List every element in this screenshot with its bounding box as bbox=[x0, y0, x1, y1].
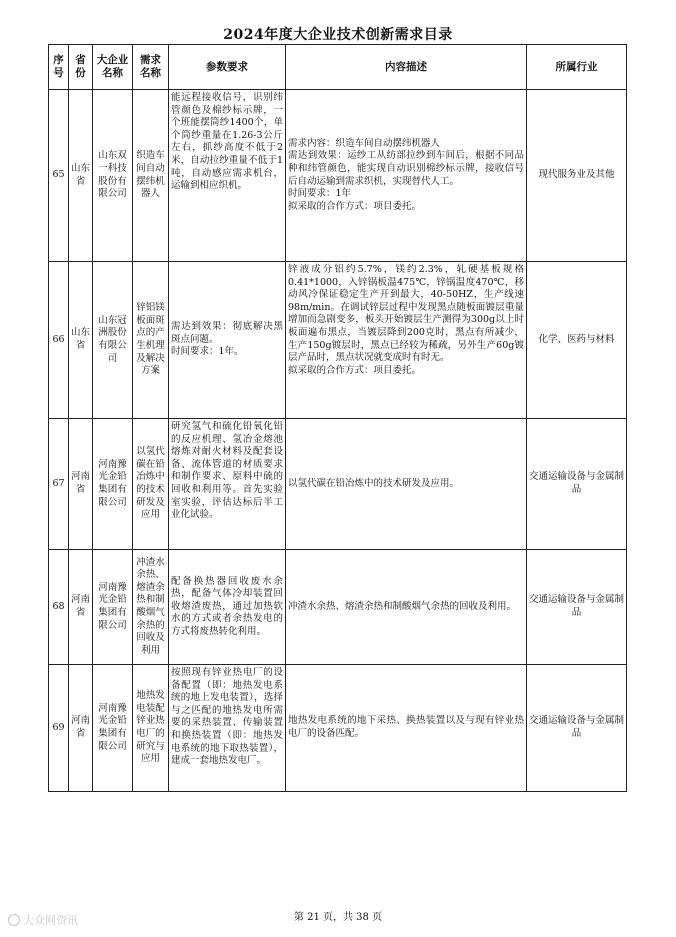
row-desc bbox=[286, 550, 527, 665]
row-province: 河南省 bbox=[69, 665, 93, 792]
table-row bbox=[49, 262, 627, 419]
row-desc bbox=[286, 90, 527, 262]
row-params bbox=[169, 262, 286, 419]
row-industry: 现代服务业及其他 bbox=[527, 90, 627, 262]
row-province: 河南省 bbox=[69, 419, 93, 550]
table-header-row bbox=[49, 45, 627, 90]
row-company: 河南豫光金铅集团有限公司 bbox=[93, 550, 133, 665]
row-province: 山东省 bbox=[69, 262, 93, 419]
desc-line: 以氢代碳在铅冶炼中的技术研发及应用。 bbox=[288, 477, 460, 489]
desc-line: 拟采取的合作方式：项目委托。 bbox=[288, 200, 422, 212]
param-line: 能远程接收信号，识别纬管颜色及棉纱标示牌，一个班能摆筒纱1400个，单个筒纱重量在1.26-3公斤左右，抓纱高度不低于2米，自动拉纱重量不低于1吨，自动感应需求机台，运输到相应织机。 bbox=[171, 92, 283, 192]
row-params bbox=[169, 665, 286, 792]
row-province: 山东省 bbox=[69, 90, 93, 262]
row-num: 65 bbox=[49, 90, 69, 262]
row-params bbox=[169, 419, 286, 550]
row-num: 68 bbox=[49, 550, 69, 665]
row-desc bbox=[286, 262, 527, 419]
desc-line: 冲渣水余热、熔渣余热和制酸烟气余热的回收及利用。 bbox=[288, 600, 517, 612]
row-company: 山东冠洲股份有限公司 bbox=[93, 262, 133, 419]
header-company: 大企业名称 bbox=[93, 45, 133, 90]
param-line: 按照现有锌业热电厂的设备配置（即：地热发电系统的地上发电装置），选择与之匹配的地热发电所需要的采热装置、传输装置和换热装置（即：地热发电系统的地下取热装置），建成一套地热发电厂。 bbox=[171, 667, 283, 767]
table-row bbox=[49, 90, 627, 262]
row-params bbox=[169, 90, 286, 262]
param-line: 研究氢气和硫化铅氧化铅的反应机理、氢冶金熔池熔炼对耐火材料及配套设备、流体管道的材质要求和制作要求、原料中硫的回收和利用等。首先实验室实验，评估达标后半工业化试验。 bbox=[171, 421, 283, 521]
row-company: 山东双一科技股份有限公司 bbox=[93, 90, 133, 262]
row-params bbox=[169, 550, 286, 665]
header-num: 序号 bbox=[49, 45, 69, 90]
row-province: 河南省 bbox=[69, 550, 93, 665]
desc-line: 地热发电系统的地下采热、换热装置以及与现有锌业热电厂的设备匹配。 bbox=[288, 715, 524, 739]
param-line: 配备换热器回收废水余热，配备气体冷却装置回收熔渣废热，通过加热软水的方式或者余热发电的方式将废热转化利用。 bbox=[171, 575, 283, 637]
page-footer: 第 21 页，共 38 页 bbox=[293, 912, 383, 923]
desc-line: 需达到效果：运纱工从纺部拉纱到车间后，根据不同品种和纬管颜色，能实现自动识别棉纱标示牌，接收信号后自动运输到需求织机，实现替代人工。 bbox=[288, 150, 524, 187]
watermark bbox=[8, 912, 78, 928]
row-num: 66 bbox=[49, 262, 69, 419]
row-num: 69 bbox=[49, 665, 69, 792]
header-params: 参数要求 bbox=[169, 45, 286, 90]
requirements-table bbox=[48, 44, 627, 792]
table-row bbox=[49, 550, 627, 665]
row-industry: 交通运输设备与金属制品 bbox=[527, 419, 627, 550]
header-industry: 所属行业 bbox=[527, 45, 627, 90]
desc-line: 拟采取的合作方式：项目委托。 bbox=[288, 364, 422, 376]
param-line: 需达到效果：彻底解决黑斑点问题。 bbox=[171, 321, 283, 345]
document-title: 2024年度大企业技术创新需求目录 bbox=[223, 27, 453, 43]
header-need: 需求名称 bbox=[133, 45, 169, 90]
table-row bbox=[49, 665, 627, 792]
row-need: 以氢代碳在铅冶炼中的技术研发及应用 bbox=[133, 419, 169, 550]
row-need: 地热发电装配锌业热电厂的研究与应用 bbox=[133, 665, 169, 792]
table-row bbox=[49, 419, 627, 550]
row-company: 河南豫光金铅集团有限公司 bbox=[93, 665, 133, 792]
row-industry: 交通运输设备与金属制品 bbox=[527, 550, 627, 665]
watermark-logo-icon bbox=[8, 914, 20, 926]
desc-line: 时间要求：1年 bbox=[288, 188, 352, 200]
header-desc: 内容描述 bbox=[286, 45, 527, 90]
row-need: 冲渣水余热、熔渣余热和制酸烟气余热的回收及利用 bbox=[133, 550, 169, 665]
row-company: 河南豫光金铅集团有限公司 bbox=[93, 419, 133, 550]
watermark-text: 大众网资讯 bbox=[23, 914, 78, 927]
row-desc bbox=[286, 419, 527, 550]
header-province: 省份 bbox=[69, 45, 93, 90]
desc-line: 锌液成分铝约5.7%，镁约2.3%，轧硬基板规格0.41*1000，入锌锅板温475℃，锌锅温度470℃，移动风冷保证稳定生产开到最大，40-50HZ，生产线速98m/min。在调试锌层过程中发现黑点随板面镀层重量增加而急剧变多，板头开始镀层生产测得为300g以上时板面遍布黑点，当镀层降到200克时，黑点有所减少，生产150g镀层时，黑点已经较为稀疏，另外生产60g镀层产品时，黑点状况就变成时有时无。 bbox=[288, 264, 524, 364]
param-line: 时间要求：1年。 bbox=[171, 346, 244, 358]
row-need: 锌铝镁板面斑点的产生机理及解决方案 bbox=[133, 262, 169, 419]
row-industry: 化学、医药与材料 bbox=[527, 262, 627, 419]
row-num: 67 bbox=[49, 419, 69, 550]
row-industry: 交通运输设备与金属制品 bbox=[527, 665, 627, 792]
row-need: 织造车间自动摆纬机器人 bbox=[133, 90, 169, 262]
row-desc bbox=[286, 665, 527, 792]
desc-line: 需求内容：织造车间自动摆纬机器人 bbox=[288, 137, 441, 149]
